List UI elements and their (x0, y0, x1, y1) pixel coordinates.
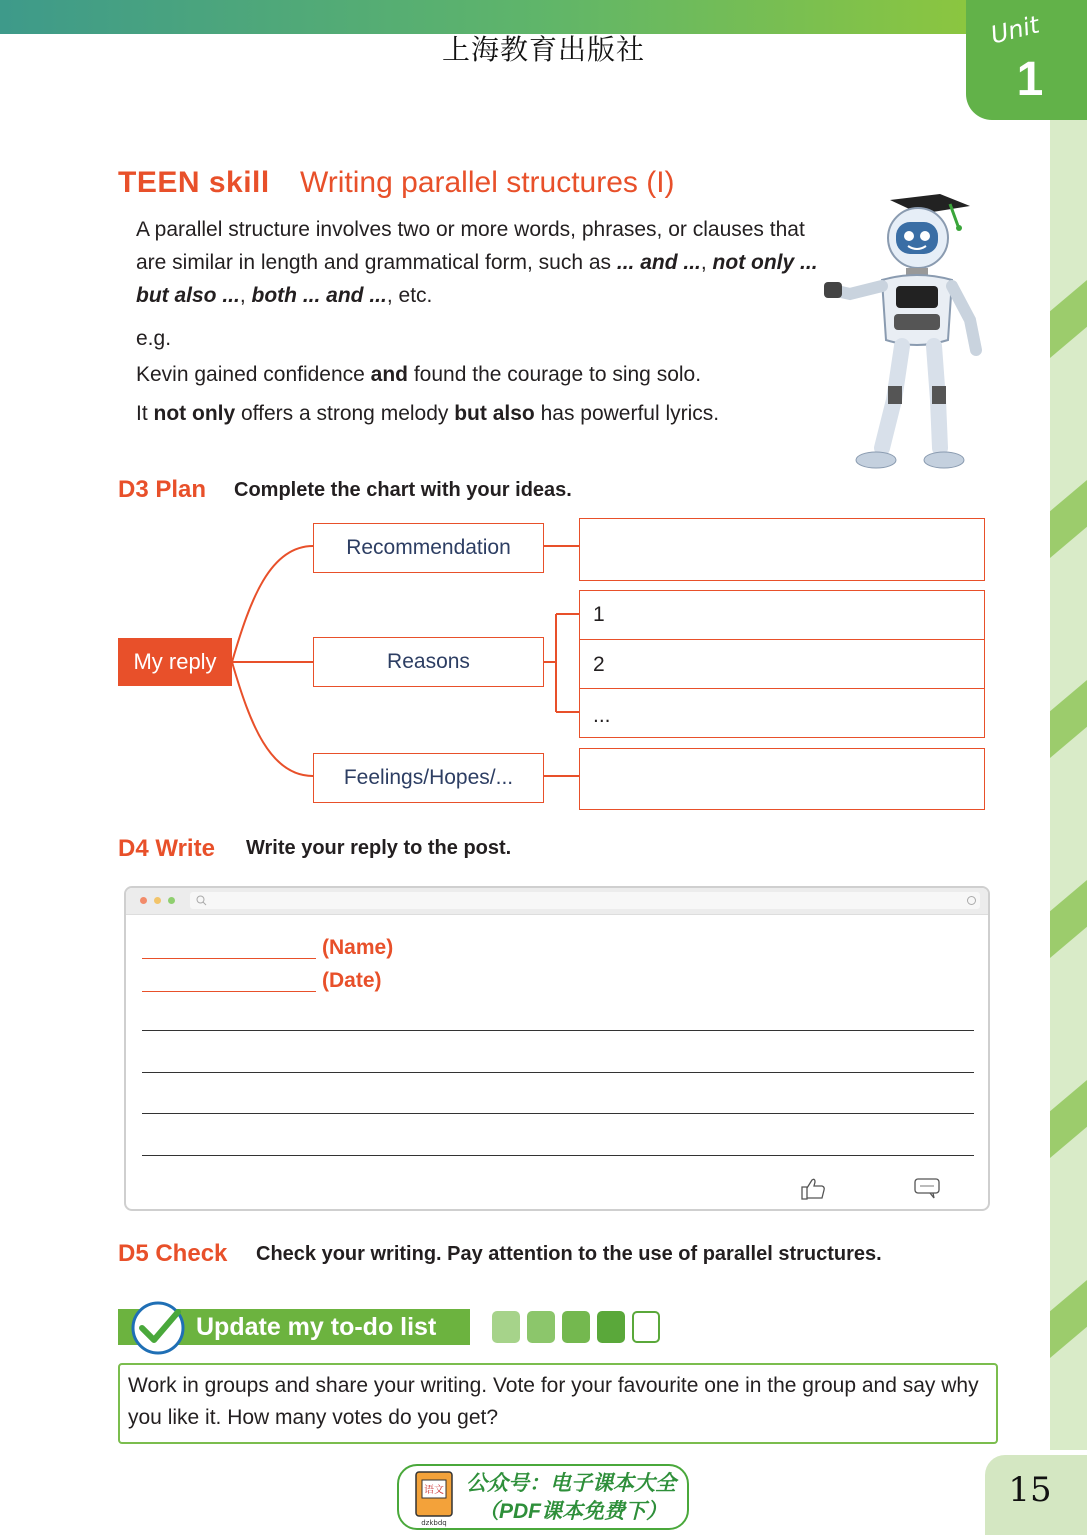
progress-square-1 (492, 1311, 520, 1343)
name-label: (Name) (322, 936, 394, 959)
page-number: 15 (1008, 1470, 1052, 1510)
search-icon (196, 895, 207, 906)
reasons-divider-1 (579, 639, 985, 640)
book-icon (412, 1468, 458, 1528)
skill-description: A parallel structure involves two or more words, phrases, or clauses that are similar in length and grammatical form, such as ... and ..., not only ... but also ..., both ... and ..., etc. (136, 218, 818, 307)
badge-line-2: （PDF课本免费下） (478, 1500, 667, 1523)
date-blank[interactable] (142, 991, 316, 992)
progress-square-3 (562, 1311, 590, 1343)
book-icon-text: 语文 (424, 1485, 444, 1496)
publisher-name: 上海教育出版社 (441, 33, 645, 66)
writing-line-3[interactable] (142, 1113, 974, 1114)
unit-label: Unit (987, 10, 1043, 50)
window-dot-2 (154, 897, 161, 904)
reason-item-more: ... (593, 704, 611, 727)
d3-instruction: Complete the chart with your ideas. (234, 479, 572, 501)
example-sentence-1: Kevin gained confidence and found the courage to sing solo. (136, 363, 702, 386)
writing-line-4[interactable] (142, 1155, 974, 1156)
writing-line-1[interactable] (142, 1030, 974, 1031)
comment-icon[interactable] (912, 1176, 942, 1200)
todo-label: Update my to-do list (196, 1313, 437, 1341)
plan-chart (110, 510, 1000, 820)
d4-heading: D4 Write (118, 835, 215, 862)
badge-line-1: 公众号：电子课本大全 (466, 1472, 676, 1495)
writing-line-2[interactable] (142, 1072, 974, 1073)
d4-instruction: Write your reply to the post. (246, 837, 512, 859)
progress-square-4 (597, 1311, 625, 1343)
date-label: (Date) (322, 969, 382, 992)
reasons-label: Reasons (387, 650, 470, 673)
example-label: e.g. (136, 327, 172, 350)
feelings-answer-box[interactable] (579, 748, 985, 810)
recommendation-answer-box[interactable] (579, 518, 985, 581)
teen-skill-tag: TEEN skill (118, 166, 270, 199)
unit-number: 1 (1016, 53, 1044, 106)
name-blank[interactable] (142, 958, 316, 959)
d3-heading: D3 Plan (118, 476, 207, 503)
d5-instruction: Check your writing. Pay attention to the use of parallel structures. (256, 1243, 882, 1265)
skill-title: Writing parallel structures (I) (300, 166, 675, 199)
progress-square-2 (527, 1311, 555, 1343)
window-dot-3 (168, 897, 175, 904)
address-bar[interactable] (190, 892, 980, 909)
recommendation-label: Recommendation (346, 536, 511, 559)
reason-item-1: 1 (593, 603, 605, 626)
d5-heading: D5 Check (118, 1240, 228, 1267)
refresh-icon[interactable] (966, 895, 977, 906)
reasons-answer-box[interactable] (579, 590, 985, 738)
progress-square-5 (632, 1311, 660, 1343)
page-edge-stripe (1050, 120, 1087, 1450)
example-sentence-2: It not only offers a strong melody but also has powerful lyrics. (136, 402, 720, 425)
feelings-label: Feelings/Hopes/... (343, 766, 514, 789)
checkmark-icon (130, 1300, 188, 1356)
thumbs-up-icon[interactable] (798, 1174, 828, 1202)
window-dot-1 (140, 897, 147, 904)
book-icon-caption: dzkbdq (421, 1519, 447, 1527)
my-reply-node: My reply (118, 638, 232, 686)
robot-illustration (810, 190, 1010, 475)
reasons-divider-2 (579, 688, 985, 689)
browser-toolbar (126, 888, 988, 915)
reason-item-2: 2 (593, 653, 605, 676)
task-text: Work in groups and share your writing. Vote for your favourite one in the group and say why you like it. How many votes do you get? (128, 1374, 979, 1429)
post-reply-window (124, 886, 990, 1211)
